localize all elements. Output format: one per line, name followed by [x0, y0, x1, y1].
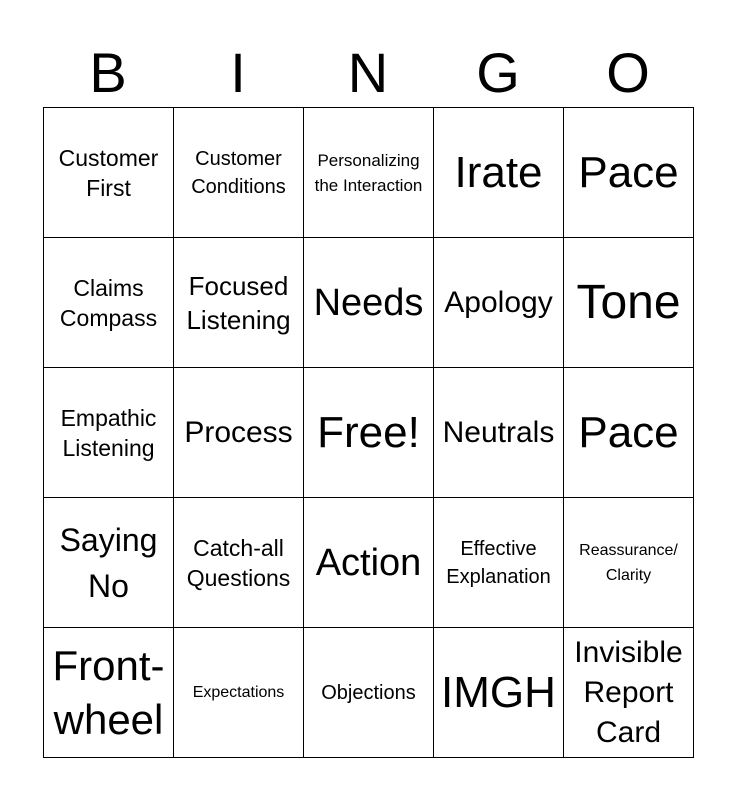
cell-text: IMGH [441, 667, 556, 717]
cell-text: Action [315, 541, 422, 584]
cell-text: Catch-all Questions [186, 534, 291, 591]
bingo-cell [44, 368, 174, 498]
cell-text: Pace [578, 407, 679, 457]
bingo-cell [174, 368, 304, 498]
cell-text: Customer First [58, 144, 159, 201]
header-letter-i: I [230, 41, 246, 104]
bingo-cell [174, 628, 304, 758]
cell-text: Process [184, 415, 293, 449]
bingo-cell [174, 108, 304, 238]
bingo-cell [304, 108, 434, 238]
bingo-cell [434, 498, 564, 628]
cell-text: Invisible Report Card [574, 635, 683, 749]
bingo-cell [174, 238, 304, 368]
free-space [304, 368, 434, 498]
cell-text: Personalizing the Interaction [314, 150, 423, 195]
bingo-cell [44, 498, 174, 628]
bingo-cell [564, 238, 694, 368]
cell-text: Expectations [192, 684, 285, 701]
bingo-cell [304, 498, 434, 628]
bingo-cell [434, 108, 564, 238]
bingo-cell [564, 628, 694, 758]
cell-text: Objections [321, 681, 416, 704]
bingo-cell [434, 628, 564, 758]
header-letter-o: O [606, 41, 650, 104]
bingo-cell [564, 108, 694, 238]
cell-text: Pace [578, 147, 679, 197]
bingo-cell [44, 238, 174, 368]
cell-text: Reassurance/ Clarity [579, 541, 678, 584]
cell-text: Claims Compass [59, 274, 158, 331]
bingo-cell [304, 628, 434, 758]
bingo-cell [304, 238, 434, 368]
bingo-cell [44, 628, 174, 758]
bingo-cell [564, 368, 694, 498]
cell-text: Tone [576, 275, 681, 329]
bingo-cell [434, 368, 564, 498]
cell-text: Front- wheel [52, 641, 165, 743]
cell-text: Saying No [59, 521, 158, 604]
header-letter-g: G [476, 41, 520, 104]
bingo-cell [564, 498, 694, 628]
cell-text: Irate [454, 147, 543, 197]
bingo-grid [43, 107, 694, 758]
header-letter-n: N [347, 41, 389, 104]
cell-text: Apology [444, 285, 553, 319]
bingo-cell [434, 238, 564, 368]
cell-text: Customer Conditions [191, 147, 286, 198]
cell-text: Empathic Listening [60, 404, 157, 461]
cell-text: Focused Listening [186, 270, 291, 335]
bingo-cell [44, 108, 174, 238]
bingo-cell [174, 498, 304, 628]
bingo-header [43, 40, 693, 106]
cell-text: Neutrals [442, 415, 555, 449]
cell-text: Needs [313, 281, 424, 324]
cell-text: Effective Explanation [446, 537, 551, 588]
cell-text: Free! [317, 407, 420, 457]
header-letter-b: B [89, 41, 127, 104]
